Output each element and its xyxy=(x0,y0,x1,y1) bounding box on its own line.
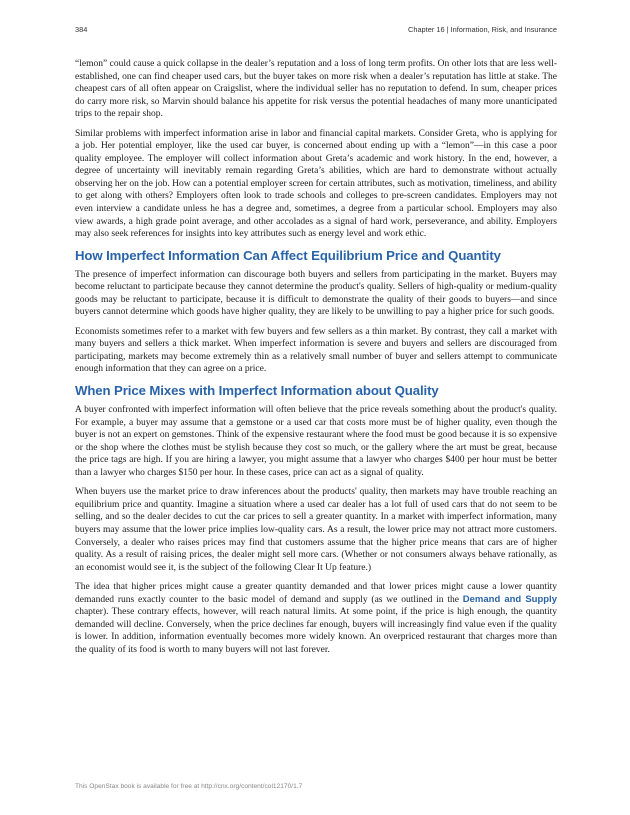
demand-and-supply-link[interactable]: Demand and Supply xyxy=(462,593,557,605)
chapter-title: Chapter 16 | Information, Risk, and Insurance xyxy=(408,25,557,34)
page-number: 384 xyxy=(75,25,88,34)
paragraph-text: chapter). These contrary effects, however, will reach natural limits. At some point, if the price is high enough, the quantity demanded will decline. Conversely, when the price declines far enough, buyers will increasingly find value even if the quality is lower. In addition, information eventually becomes more widely known. An overpriced restaurant that charges more than the quality of its food is worth to many buyers will not last forever. xyxy=(75,607,557,655)
page-content xyxy=(75,58,557,663)
paragraph: When buyers use the market price to draw inferences about the products' quality, then markets may have trouble reaching an equilibrium price and quantity. Imagine a situation where a used car dealer has a lot full of used cars that do not seem to be selling, and so the dealer decides to cut the car prices to sell a greater quantity. In a market with imperfect information, many buyers may assume that the lower price implies low-quality cars. As a result, the lower price may not attract more customers. Conversely, a dealer who raises prices may find that customers assume that the higher price means that cars are of higher quality. As a result of raising prices, the dealer might sell more cars. (Whether or not consumers always behave rationally, as an economist would see it, is the subject of the following Clear It Up feature.) xyxy=(75,487,557,573)
paragraph: Economists sometimes refer to a market with few buyers and few sellers as a thin market. By contrast, they call a market with many buyers and sellers a thick market. When imperfect information is severe and buyers and sellers are discouraged from participating, markets may become extremely thin as a relatively small number of buyer and sellers attempt to communicate enough information that they can agree on a price. xyxy=(75,326,557,375)
paragraph: “lemon” could cause a quick collapse in the dealer’s reputation and a loss of long term profits. On other lots that are less well-established, one can find cheaper used cars, but the buyer takes on more risk when a dealer’s reputation has little at stake. The cheapest cars of all often appear on Craigslist, where the individual seller has no reputation to defend. In sum, cheaper prices do carry more risk, so Marvin should balance his appetite for risk versus the potential headaches of many more unanticipated trips to the repair shop. xyxy=(75,59,557,120)
section-heading: When Price Mixes with Imperfect Information about Quality xyxy=(75,383,439,399)
paragraph: A buyer confronted with imperfect information will often believe that the price reveals something about the product's quality. For example, a buyer may assume that a gemstone or a used car that costs more must be of higher quality, even though the buyer is not an expert on gemstones. Think of the expensive restaurant where the food must be good because it is so expensive or the shop where the clothes must be stylish because they cost so much, or the gallery where the art must be great, because the price tags are high. If you are hiring a lawyer, you might assume that a lawyer who charges $400 per hour must be better than a lawyer who charges $150 per hour. In these cases, price can act as a signal of quality. xyxy=(75,405,557,478)
paragraph: The presence of imperfect information can discourage both buyers and sellers from participating in the market. Buyers may become reluctant to participate because they cannot determine the product's quality. Sellers of high-quality or medium-quality goods may be reluctant to participate, because it is difficult to demonstrate the quality of their goods to buyers—and since buyers cannot determine which goods have higher quality, they are likely to be unwilling to pay a higher price for such goods. xyxy=(75,269,557,318)
paragraph-text: The idea that higher prices might cause a greater quantity demanded and that lower prices might cause a lower quantity demanded runs exactly counter to the basic model of demand and supply (as we outlined in the xyxy=(75,582,557,605)
paragraph: Similar problems with imperfect information arise in labor and financial capital markets. Consider Greta, who is applying for a job. Her potential employer, like the used car buyer, is concerned about ending up with a “lemon”—in this case a poor quality employee. The employer will collect information about Greta’s academic and work history. In the end, however, a degree of uncertainty will inevitably remain regarding Greta’s abilities, which are hard to demonstrate without actually observing her on the job. How can a potential employer screen for certain attributes, such as motivation, timeliness, and ability to get along with others? Employers often look to trade schools and colleges to pre-screen candidates. Employers may not even interview a candidate unless he has a degree and, sometimes, a degree from a particular school. Employers may also view awards, a high grade point average, and other accolades as a signal of hard work, perseverance, and ability. Employers may also seek references for insights into key attributes such as energy level and work ethic. xyxy=(75,128,557,240)
paragraph xyxy=(75,581,557,656)
section-heading: How Imperfect Information Can Affect Equilibrium Price and Quantity xyxy=(75,247,501,263)
page-footer: This OpenStax book is available for free at http://cnx.org/content/col12170/1.7 xyxy=(75,783,303,790)
